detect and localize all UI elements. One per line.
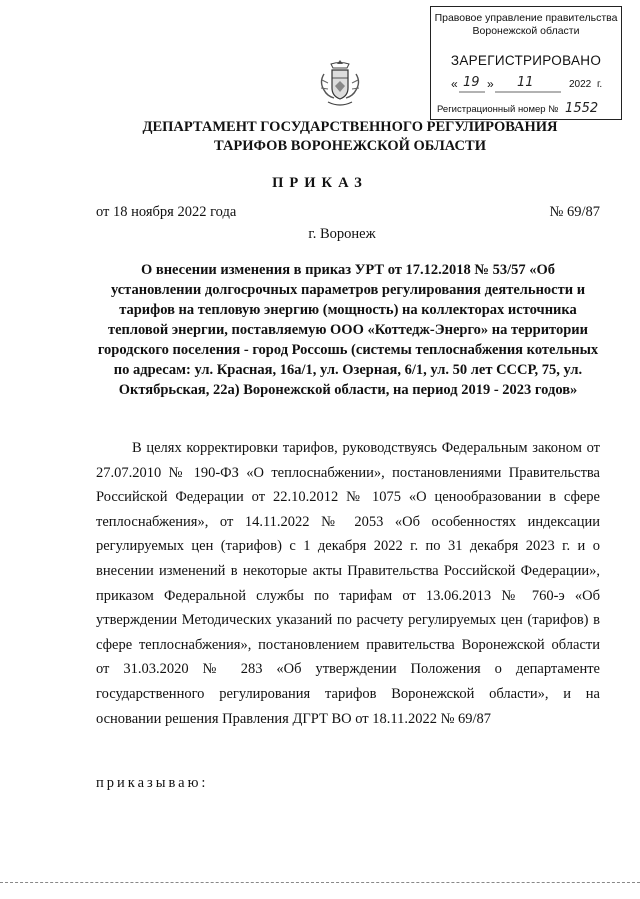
stamp-day: 19	[463, 75, 480, 90]
stamp-number-row	[437, 101, 613, 116]
page-bottom-rule	[0, 882, 640, 883]
stamp-registered: ЗАРЕГИСТРИРОВАНО	[450, 53, 602, 68]
stamp-authority	[431, 12, 621, 38]
department-line1: ДЕПАРТАМЕНТ ГОСУДАРСТВЕННОГО РЕГУЛИРОВАНИЯ	[142, 119, 558, 135]
stamp-month: 11	[517, 75, 534, 90]
department-name	[60, 118, 640, 156]
document-title: О внесении изменения в приказ УРТ от 17.12.2018 № 53/57 «Об установлении долгосрочных параметров регулирования деятельности и тарифов на тепловую энергию (мощность) на коллекторах источника тепловой энергии, поставляемую ООО «Коттедж-Энерго» на территории городского поселения - город Россошь (системы теплоснабжения котельных по адресам: ул. Красная, 16а/1, ул. Озерная, 6/1, ул. 50 лет СССР, 75, ул. Октябрьская, 22а) Воронежской области, на период 2019 - 2023 годов»	[97, 262, 599, 398]
document-body	[96, 436, 600, 731]
department-line2: ТАРИФОВ ВОРОНЕЖСКОЙ ОБЛАСТИ	[214, 138, 486, 154]
stamp-authority-line2: Воронежской области	[472, 25, 580, 37]
document-date: от 18 ноября 2022 года	[96, 204, 237, 220]
stamp-number-label: Регистрационный номер №	[437, 104, 559, 115]
document-city: г. Воронеж	[308, 226, 376, 242]
body-paragraph: В целях корректировки тарифов, руководствуясь Федеральным законом от 27.07.2010 № 190-ФЗ «О теплоснабжении», постановлениями Правительства Российской Федерации от 22.10.2012 № 1075 «О ценообразовании в сфере теплоснабжения», от 14.11.2022 № 2053 «Об особенностях индексации регулируемых цен (тарифов) с 1 декабря 2022 г. по 31 декабря 2023 г. и о внесении изменений в некоторые акты Правительства Российской Федерации», приказом Федеральной службы по тарифам от 13.06.2013 № 760-э «Об утверждении Методических указаний по расчету регулируемых цен (тарифов) в сфере теплоснабжения», постановлением правительства Воронежской области от 31.03.2020 № 283 «Об утверждении Положения о департаменте государственного регулирования тарифов Воронежской области», и на основании решения Правления ДГРТ ВО от 18.11.2022 № 69/87	[96, 440, 600, 727]
order-word: приказываю:	[96, 775, 209, 791]
registration-stamp	[430, 6, 622, 120]
stamp-date-lines	[451, 77, 621, 93]
stamp-authority-line1: Правовое управление правительства	[434, 12, 618, 24]
stamp-year: 2022	[569, 79, 592, 90]
document-type: ПРИКАЗ	[272, 175, 368, 191]
document-number: № 69/87	[549, 204, 600, 220]
stamp-date: « 19 » 11 2022 г.	[451, 77, 613, 93]
stamp-number: 1552	[565, 101, 599, 116]
stamp-year-suffix: г.	[597, 79, 603, 90]
coat-of-arms-emblem	[318, 58, 362, 110]
date-number-line	[96, 204, 600, 221]
